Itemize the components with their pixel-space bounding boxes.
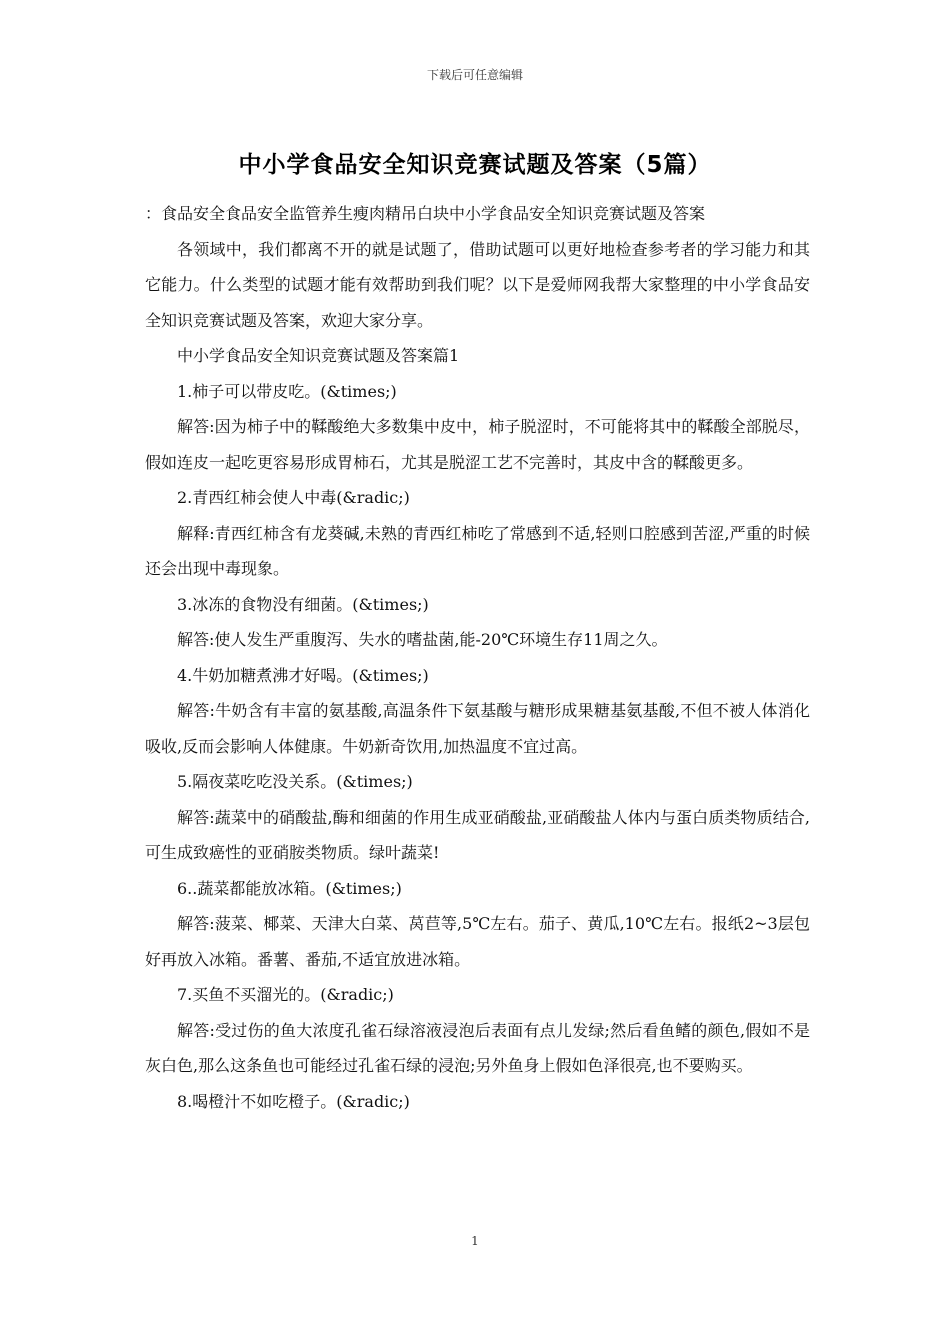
paragraph: 4.牛奶加糖煮沸才好喝。(&times;) — [177, 665, 429, 685]
paragraph: 7.买鱼不买溜光的。(&radic;) — [177, 985, 394, 1004]
header-note: 下载后可任意编辑 — [426, 68, 523, 82]
paragraph: 1.柿子可以带皮吃。(&times;) — [177, 381, 397, 401]
paragraph: ：食品安全食品安全监管养生瘦肉精吊白块中小学食品安全知识竞赛试题及答案 — [145, 204, 706, 223]
page-number: 1 — [471, 1234, 479, 1248]
paragraph: 解答:因为柿子中的鞣酸绝大多数集中皮中，柿子脱涩时，不可能将其中的鞣酸全部脱尽，假如连皮一起吃更容易形成胃柿石，尤其是脱涩工艺不完善时，其皮中含的鞣酸更多。 — [145, 417, 810, 472]
paragraph: 解答:牛奶含有丰富的氨基酸,高温条件下氨基酸与糖形成果糖基氨基酸,不但不被人体消化吸收,反而会影响人体健康。牛奶新奇饮用,加热温度不宜过高。 — [145, 701, 810, 756]
paragraph: 解答:使人发生严重腹泻、失水的嗜盐菌,能-20℃环境生存11周之久。 — [177, 630, 668, 649]
paragraph: 3.冰冻的食物没有细菌。(&times;) — [177, 594, 429, 614]
paragraph: 2.青西红柿会使人中毒(&radic;) — [177, 488, 410, 507]
document-title: 中小学食品安全知识竞赛试题及答案（5篇） — [238, 152, 712, 178]
paragraph: 中小学食品安全知识竞赛试题及答案篇1 — [177, 346, 460, 365]
paragraph: 解答:蔬菜中的硝酸盐,酶和细菌的作用生成亚硝酸盐,亚硝酸盐人体内与蛋白质类物质结合,可生成致癌性的亚硝胺类物质。绿叶蔬菜! — [145, 807, 810, 862]
paragraph: 5.隔夜菜吃吃没关系。(&times;) — [177, 772, 413, 791]
document-body — [145, 196, 810, 1119]
paragraph: 6..蔬菜都能放冰箱。(&times;) — [177, 878, 402, 898]
paragraph: 解答:受过伤的鱼大浓度孔雀石绿溶液浸泡后表面有点儿发绿;然后看鱼鳍的颜色,假如不是灰白色,那么这条鱼也可能经过孔雀石绿的浸泡;另外鱼身上假如色泽很亮,也不要购买。 — [145, 1020, 810, 1075]
paragraph: 解答:菠菜、椰菜、天津大白菜、莴苣等,5℃左右。茄子、黄瓜,10℃左右。报纸2~3层包好再放入冰箱。番薯、番茄,不适宜放进冰箱。 — [145, 914, 810, 969]
paragraph: 解释:青西红柿含有龙葵碱,未熟的青西红柿吃了常感到不适,轻则口腔感到苦涩,严重的时候还会出现中毒现象。 — [145, 523, 810, 578]
paragraph: 各领域中，我们都离不开的就是试题了，借助试题可以更好地检查参考者的学习能力和其它能力。什么类型的试题才能有效帮助到我们呢？以下是爱师网我帮大家整理的中小学食品安全知识竞赛试题及答案，欢迎大家分享。 — [145, 239, 810, 330]
paragraph: 8.喝橙汁不如吃橙子。(&radic;) — [177, 1091, 410, 1111]
